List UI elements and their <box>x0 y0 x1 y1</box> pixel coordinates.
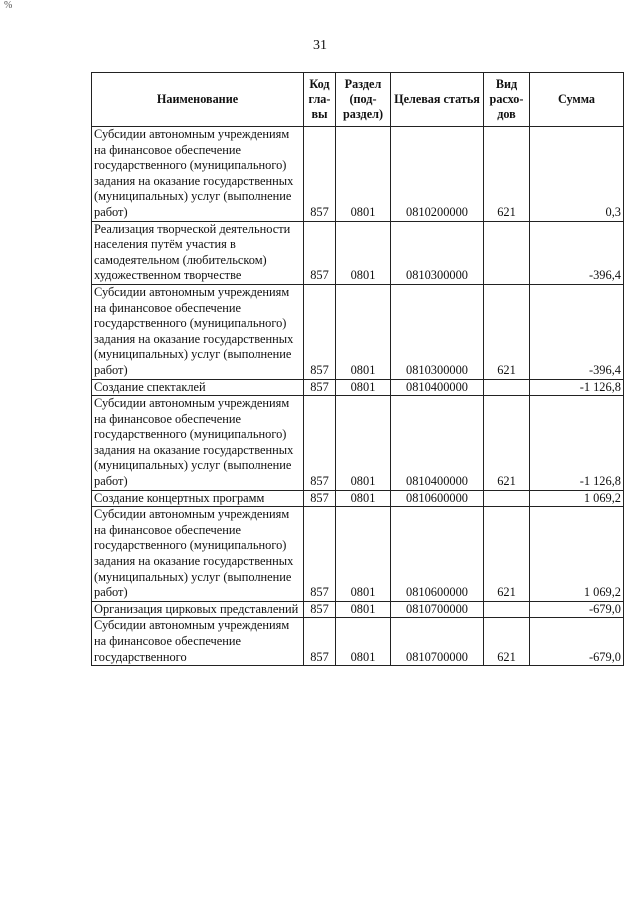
cell-sum: -1 126,8 <box>530 379 624 396</box>
cell-type <box>484 490 530 507</box>
header-row <box>92 73 624 127</box>
cell-name: Субсидии автономным учреждениям на финансовое обеспечение государственного (муниципального) задания на оказание государственных (муниципальных) услуг (выполнение работ) <box>92 284 304 379</box>
cell-name: Субсидии автономным учреждениям на финансовое обеспечение государственного (муниципального) задания на оказание государственных (муниципальных) услуг (выполнение работ) <box>92 507 304 602</box>
cell-target: 0810700000 <box>391 601 484 618</box>
header-section: Раздел (под- раздел) <box>336 73 391 127</box>
cell-type: 621 <box>484 507 530 602</box>
cell-name: Субсидии автономным учреждениям на финансовое обеспечение государственного (муниципального) задания на оказание государственных (муниципальных) услуг (выполнение работ) <box>92 127 304 222</box>
table-row <box>92 284 624 379</box>
cell-name: Создание спектаклей <box>92 379 304 396</box>
table-row <box>92 127 624 222</box>
table-row <box>92 618 624 666</box>
table-row <box>92 379 624 396</box>
cell-code: 857 <box>304 379 336 396</box>
cell-section: 0801 <box>336 396 391 491</box>
cell-section: 0801 <box>336 601 391 618</box>
cell-target: 0810300000 <box>391 221 484 284</box>
cell-sum: -679,0 <box>530 601 624 618</box>
cell-section: 0801 <box>336 618 391 666</box>
cell-type: 621 <box>484 127 530 222</box>
table-row <box>92 221 624 284</box>
header-target: Целевая статья <box>391 73 484 127</box>
table-row <box>92 507 624 602</box>
table-row <box>92 490 624 507</box>
header-sum: Сумма <box>530 73 624 127</box>
page-number: 31 <box>313 38 327 53</box>
cell-name: Субсидии автономным учреждениям на финансовое обеспечение государственного <box>92 618 304 666</box>
cell-name: Организация цирковых представлений <box>92 601 304 618</box>
cell-section: 0801 <box>336 284 391 379</box>
cell-target: 0810300000 <box>391 284 484 379</box>
cell-target: 0810200000 <box>391 127 484 222</box>
corner-mark: % <box>4 0 13 11</box>
cell-type <box>484 601 530 618</box>
cell-sum: 0,3 <box>530 127 624 222</box>
cell-type: 621 <box>484 618 530 666</box>
cell-code: 857 <box>304 601 336 618</box>
cell-target: 0810700000 <box>391 618 484 666</box>
cell-sum: -396,4 <box>530 284 624 379</box>
cell-type: 621 <box>484 284 530 379</box>
cell-name: Реализация творческой деятельности населения путём участия в самодеятельном (любительском) художественном творчестве <box>92 221 304 284</box>
cell-code: 857 <box>304 490 336 507</box>
cell-name: Создание концертных программ <box>92 490 304 507</box>
cell-target: 0810600000 <box>391 507 484 602</box>
cell-section: 0801 <box>336 490 391 507</box>
cell-code: 857 <box>304 507 336 602</box>
cell-code: 857 <box>304 618 336 666</box>
cell-code: 857 <box>304 127 336 222</box>
cell-sum: -1 126,8 <box>530 396 624 491</box>
header-code: Код гла- вы <box>304 73 336 127</box>
cell-code: 857 <box>304 396 336 491</box>
cell-type <box>484 379 530 396</box>
cell-section: 0801 <box>336 379 391 396</box>
cell-type: 621 <box>484 396 530 491</box>
cell-code: 857 <box>304 221 336 284</box>
table-row <box>92 601 624 618</box>
cell-sum: 1 069,2 <box>530 490 624 507</box>
cell-sum: -679,0 <box>530 618 624 666</box>
budget-table <box>91 72 624 666</box>
header-name: Наименование <box>92 73 304 127</box>
cell-name: Субсидии автономным учреждениям на финансовое обеспечение государственного (муниципального) задания на оказание государственных (муниципальных) услуг (выполнение работ) <box>92 396 304 491</box>
cell-target: 0810600000 <box>391 490 484 507</box>
cell-section: 0801 <box>336 127 391 222</box>
cell-sum: 1 069,2 <box>530 507 624 602</box>
cell-target: 0810400000 <box>391 379 484 396</box>
cell-section: 0801 <box>336 507 391 602</box>
cell-code: 857 <box>304 284 336 379</box>
cell-sum: -396,4 <box>530 221 624 284</box>
header-type: Вид расхо- дов <box>484 73 530 127</box>
table-row <box>92 396 624 491</box>
cell-section: 0801 <box>336 221 391 284</box>
cell-target: 0810400000 <box>391 396 484 491</box>
cell-type <box>484 221 530 284</box>
